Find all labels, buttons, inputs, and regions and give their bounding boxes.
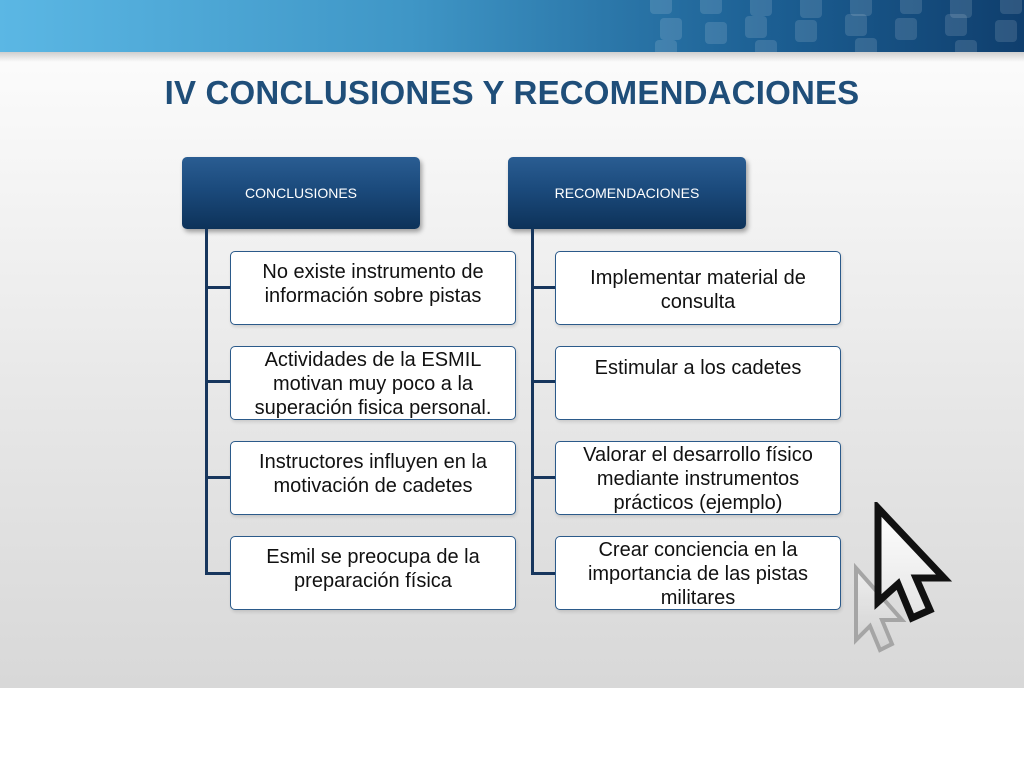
recomendacion-item-3-line-2: mediante instrumentos <box>596 468 800 490</box>
recomendacion-item-4-line-3: militares <box>660 587 736 609</box>
recomendaciones-branch-4 <box>531 572 557 575</box>
conclusion-item-1 <box>230 251 516 325</box>
slide-title: IV CONCLUSIONES Y RECOMENDACIONES <box>164 74 860 111</box>
conclusion-item-3-line-2: motivación de cadetes <box>273 475 473 497</box>
conclusion-item-1-line-2: información sobre pistas <box>264 285 482 307</box>
conclusion-item-3 <box>230 441 516 515</box>
conclusiones-heading <box>182 157 420 229</box>
recomendacion-item-1-line-1: Implementar material de <box>590 267 806 289</box>
recomendacion-item-1-line-2: consulta <box>660 291 736 313</box>
recomendacion-item-3-line-3: prácticos (ejemplo) <box>613 492 783 514</box>
recomendaciones-trunk <box>531 229 534 575</box>
conclusion-item-3-line-1: Instructores influyen en la <box>259 451 487 473</box>
recomendacion-item-4-line-2: importancia de las pistas <box>587 563 809 585</box>
recomendaciones-heading-label: RECOMENDACIONES <box>554 185 700 201</box>
header-band <box>0 0 1024 52</box>
conclusion-item-1-line-1: No existe instrumento de <box>262 261 484 283</box>
conclusiones-trunk <box>205 229 208 575</box>
recomendaciones-branch-3 <box>531 476 557 479</box>
conclusiones-heading-label: CONCLUSIONES <box>244 185 358 201</box>
conclusion-item-4-line-1: Esmil se preocupa de la <box>266 546 480 568</box>
conclusion-item-2-line-2: motivan muy poco a la <box>272 373 474 395</box>
recomendacion-item-3 <box>555 441 841 515</box>
conclusion-item-4-line-2: preparación física <box>294 570 452 592</box>
arrow-cursor-icon <box>848 502 958 662</box>
recomendacion-item-3-line-1: Valorar el desarrollo físico <box>583 444 813 466</box>
page-bottom-margin <box>0 688 1024 768</box>
conclusiones-branch-1 <box>205 286 231 289</box>
recomendacion-item-1 <box>555 251 841 325</box>
recomendaciones-heading <box>508 157 746 229</box>
conclusiones-branch-2 <box>205 380 231 383</box>
recomendacion-item-2-line-1: Estimular a los cadetes <box>594 357 802 379</box>
recomendacion-item-4 <box>555 536 841 610</box>
recomendaciones-branch-2 <box>531 380 557 383</box>
recomendacion-item-4-line-1: Crear conciencia en la <box>598 539 798 561</box>
conclusion-item-2-line-3: superación fisica personal. <box>254 397 492 419</box>
conclusion-item-2-line-1: Actividades de la ESMIL <box>264 349 482 371</box>
recomendacion-item-2 <box>555 346 841 420</box>
conclusiones-branch-3 <box>205 476 231 479</box>
recomendaciones-branch-1 <box>531 286 557 289</box>
header-shadow <box>0 52 1024 62</box>
conclusion-item-2 <box>230 346 516 420</box>
cursor-decoration <box>848 502 958 662</box>
conclusiones-branch-4 <box>205 572 231 575</box>
conclusion-item-4 <box>230 536 516 610</box>
